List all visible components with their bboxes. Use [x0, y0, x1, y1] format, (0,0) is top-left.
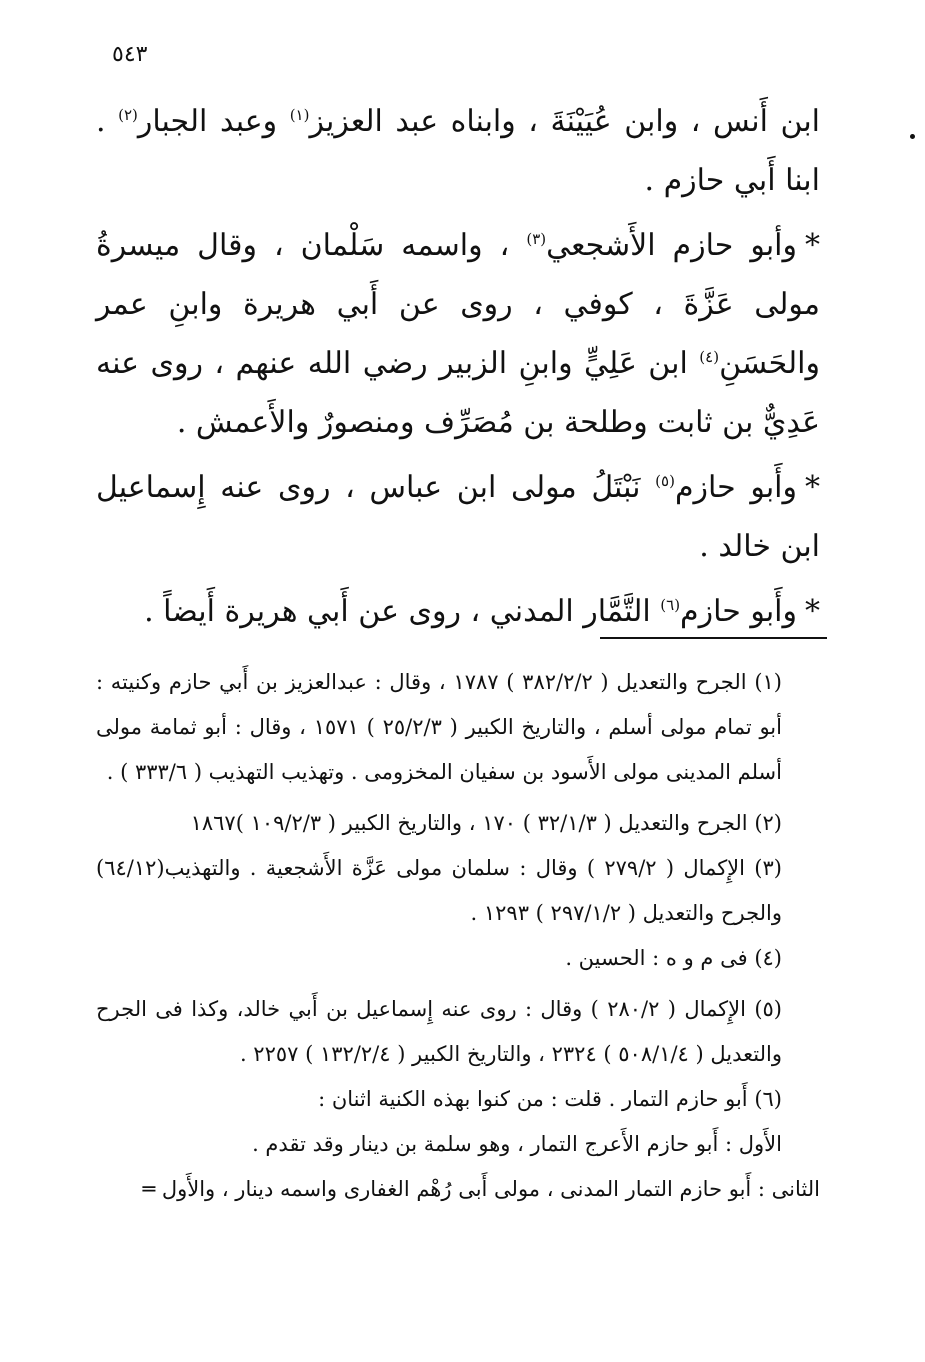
footnote-ref-2: (٢) — [118, 106, 138, 124]
text-segment: ابن أَنس ، وابن عُيَيْنَةَ ، وابناه عبد العزيز — [309, 104, 821, 139]
text-segment: وأَبو حازم — [680, 594, 797, 629]
entry-star: * — [805, 228, 820, 263]
entry-abu-hazim-nabtal — [96, 458, 820, 576]
text-segment: ، واسمه سَلْمان ، وقال ميسرةُ مولى عَزَّةَ ، كوفي ، روى عن أَبي هريرة وابنِ عمر والحَسَنِ — [96, 228, 820, 381]
text-segment: وعبد الجبار — [137, 104, 290, 139]
text-segment: وأَبو حازم — [674, 470, 798, 505]
main-text — [96, 92, 820, 641]
text-segment: ابن عَلِيٍّ وابنِ الزبير رضي الله عنهم ، روى عنه عَدِيٌّ بن ثابت وطلحة بن مُصَرِّف ومنصورٌ والأَعمش . — [96, 346, 820, 440]
text-segment: التَّمَّار المدني ، روى عن أَبي هريرة أَيضاً . — [144, 594, 661, 629]
text-segment: وأبو حازم الأَشجعي — [546, 228, 797, 263]
text-segment: نَبْتَلُ مولى ابن عباس ، روى عنه إِسماعيل ابن خالد . — [96, 470, 820, 564]
footnote-ref-6: (٦) — [660, 596, 681, 614]
main-paragraph-1 — [96, 92, 820, 210]
footnote-6-first: الأَول : أَبو حازم الأَعرج التمار ، وهو سلمة بن دينار وقد تقدم . — [252, 1132, 782, 1156]
footnote-5: (٥) الإِكمال ( ٢٨٠/٢ ) وقال : روى عنه إِسماعيل بن أَبي خالد، وكذا فى الجرح والتعديل ( ٥٠٨/١/٤ ) ٢٣٢٤ ، والتاريخ الكبير ( ١٣٢/٢/٤ ) ٢٢٥٧ . — [96, 997, 782, 1066]
footnote-6: (٦) أَبو حازم التمار . قلت : من كنوا بهذه الكنية اثنان : — [318, 1087, 782, 1111]
footnote-4: (٤) فى م و ه : الحسين . — [565, 946, 782, 970]
footnote-separator — [600, 637, 827, 639]
entry-star: * — [805, 470, 821, 505]
footnote-ref-1: (١) — [289, 106, 310, 124]
footnote-ref-5: (٥) — [655, 472, 675, 490]
text-segment: . ابنا أَبي حازم . — [96, 104, 820, 198]
margin-dot — [910, 134, 915, 139]
footnote-2: (٢) الجرح والتعديل ( ٣٢/١/٣ ) ١٧٠ ، والتاريخ الكبير ( ١٠٩/٢/٣ )١٨٦٧ — [190, 811, 782, 835]
footnote-3: (٣) الإِكمال ( ٢٧٩/٢ ) وقال : سلمان مولى عَزَّة الأَشجعية . والتهذيب(٦٤/١٢) والجرح والتعديل ( ٢٩٧/١/٢ ) ١٢٩٣ . — [96, 856, 782, 925]
entry-abu-hazim-ashjai — [96, 216, 820, 452]
entry-abu-hazim-tammar — [96, 582, 820, 641]
footnote-1: (١) الجرح والتعديل ( ٣٨٢/٢/٢ ) ١٧٨٧ ، وقال : عبدالعزيز بن أَبي حازم وكنيته : أبو تمام مولى أسلم ، والتاريخ الكبير ( ٢٥/٢/٣ ) ١٥٧١ ، وقال : أبو ثمامة مولى أسلم المدينى مولى الأَسود بن سفيان المخزومى . وتهذيب التهذيب ( ٣٣٣/٦ ) . — [96, 670, 782, 784]
footnote-6-second: الثانى : أَبو حازم التمار المدنى ، مولى أَبى رُهْم الغفارى واسمه دينار ، والأَول ═ — [142, 1177, 820, 1201]
footnote-ref-4: (٤) — [699, 348, 720, 366]
footnotes — [96, 660, 820, 1212]
footnote-ref-3: (٣) — [526, 230, 547, 248]
entry-star: * — [805, 594, 820, 629]
page-number: ٥٤٣ — [112, 42, 148, 67]
